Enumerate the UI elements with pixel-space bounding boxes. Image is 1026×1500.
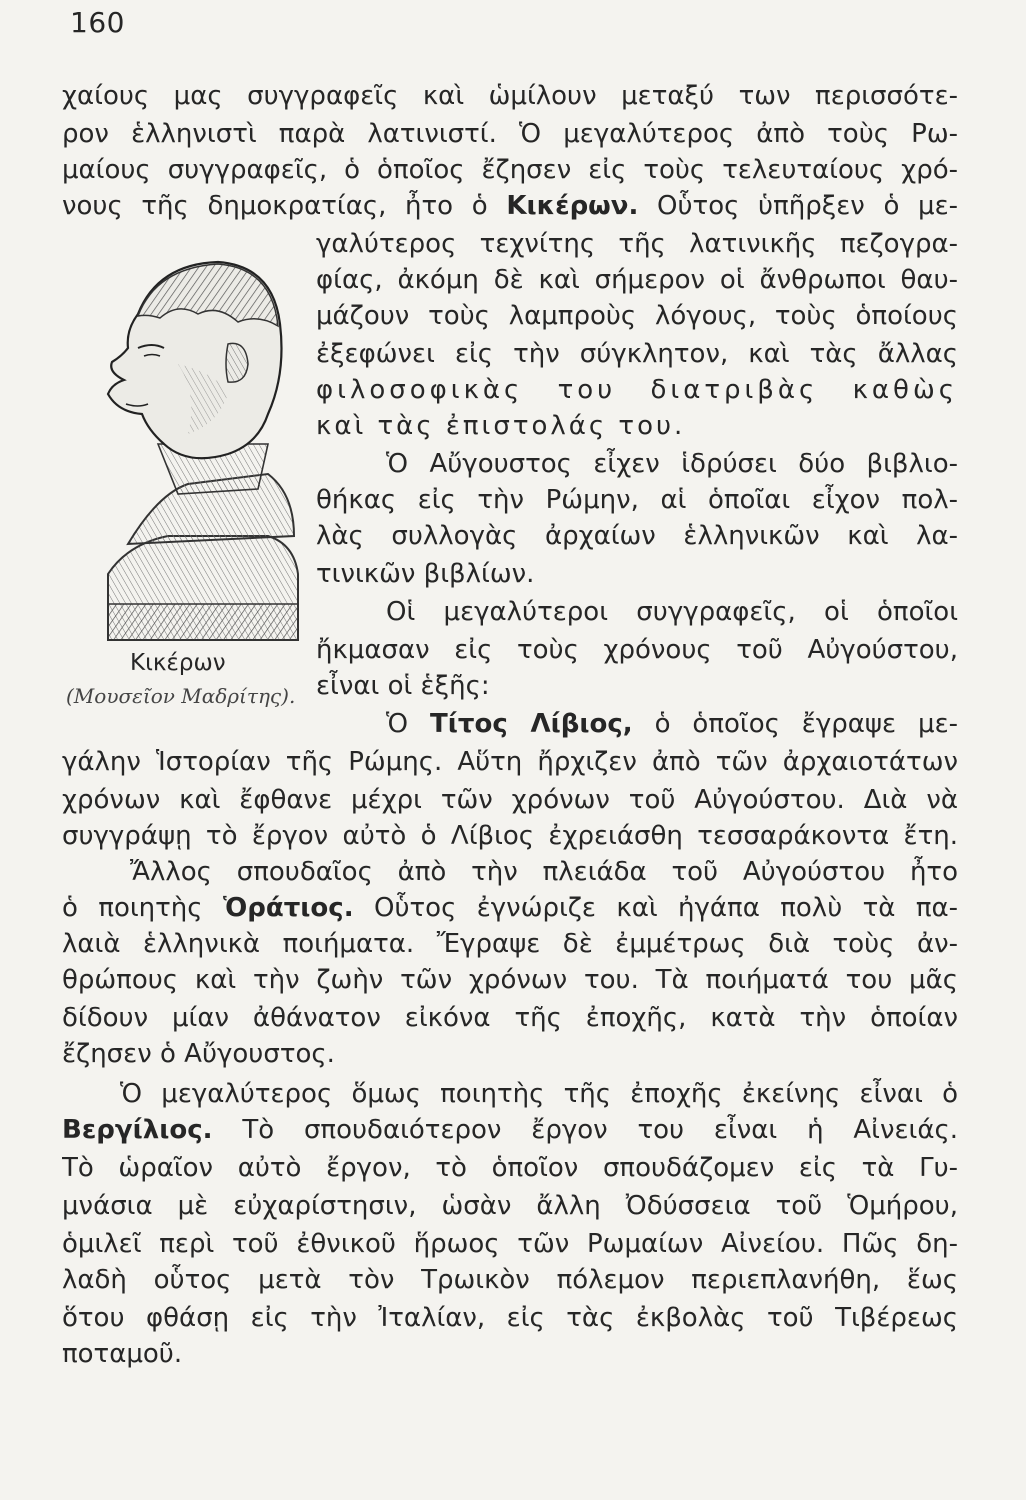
text-line: γάλην Ἱστορίαν τῆς Ρώμης. Αὕτη ἤρχιζεν ἀπὸ τῶν ἀρχαιοτάτων bbox=[62, 747, 958, 777]
page-number: 160 bbox=[70, 6, 125, 39]
text-line: Ἄλλος σπουδαῖος ἀπὸ τὴν πλειάδα τοῦ Αὐγούστου ἦτο bbox=[130, 857, 958, 887]
text-line: θρώπους καὶ τὴν ζωὴν τῶν χρόνων του. Τὰ ποιήματά του μᾶς bbox=[62, 965, 958, 995]
text-line: χρόνων καὶ ἔφθανε μέχρι τῶν χρόνων τοῦ Αὐγούστου. Διὰ νὰ bbox=[62, 785, 958, 815]
name-horace: Ὁράτιος. bbox=[222, 893, 354, 923]
figure-caption: Κικέρων bbox=[130, 650, 226, 676]
text-line: θήκας εἰς τὴν Ρώμην, αἱ ὁποῖαι εἶχον πολ- bbox=[316, 485, 958, 515]
text-line: λὰς συλλογὰς ἀρχαίων ἑλληνικῶν καὶ λα- bbox=[316, 521, 958, 551]
text-line: χαίους μας συγγραφεῖς καὶ ὡμίλουν μεταξύ των περισσότε- bbox=[62, 81, 958, 111]
text-line: τινικῶν βιβλίων. bbox=[316, 559, 535, 589]
text-line: εἶναι οἱ ἑξῆς: bbox=[316, 671, 490, 701]
text-line: ἔζησεν ὁ Αὔγουστος. bbox=[62, 1039, 335, 1069]
name-cicero: Κικέρων. bbox=[506, 191, 639, 221]
text-fragment: ὁ ποιητὴς bbox=[62, 893, 203, 923]
text-line: ἐξεφώνει εἰς τὴν σύγκλητον, καὶ τὰς ἄλλας bbox=[316, 339, 958, 369]
text-line bbox=[62, 188, 958, 224]
text-line: ὅτου φθάσῃ εἰς τὴν Ἰταλίαν, εἰς τὰς ἐκβολὰς τοῦ Τιβέρεως bbox=[62, 1303, 958, 1333]
text-line: μνάσια μὲ εὐχαρίστησιν, ὡσὰν ἄλλη Ὀδύσσεια τοῦ Ὁμήρου, bbox=[62, 1191, 958, 1221]
name-virgil: Βεργίλιος. bbox=[62, 1115, 213, 1145]
text-line: μαίους συγγραφεῖς, ὁ ὁποῖος ἔζησεν εἰς τοὺς τελευταίους χρό- bbox=[62, 155, 958, 185]
text-fragment: Τὸ σπουδαιότερον ἔργον του εἶναι ἡ Αἰνειάς. bbox=[242, 1115, 958, 1145]
text-line: λαδὴ οὗτος μετὰ τὸν Τρωικὸν πόλεμον περιεπλανήθη, ἕως bbox=[62, 1265, 958, 1295]
text-line: λαιὰ ἑλληνικὰ ποιήματα. Ἔγραψε δὲ ἐμμέτρως διὰ τοὺς ἀν- bbox=[62, 929, 958, 959]
text-line bbox=[386, 706, 958, 742]
cicero-bust-illustration bbox=[68, 244, 304, 642]
text-line: ρον ἑλληνιστὶ παρὰ λατινιστί. Ὁ μεγαλύτερος ἀπὸ τοὺς Ρω- bbox=[62, 119, 958, 149]
text-line bbox=[62, 1112, 958, 1148]
text-fragment: Οὗτος ὑπῆρξεν ὁ με- bbox=[657, 191, 958, 221]
bust-engraving bbox=[68, 244, 304, 642]
text-line: συγγράψῃ τὸ ἔργον αὐτὸ ὁ Λίβιος ἐχρειάσθη τεσσαράκοντα ἔτη. bbox=[62, 821, 958, 851]
text-fragment: Οὗτος ἐγνώριζε καὶ ἠγάπα πολὺ τὰ πα- bbox=[374, 893, 958, 923]
text-line: καὶ τὰς ἐπιστολάς του. bbox=[316, 411, 686, 441]
text-fragment: νους τῆς δημοκρατίας, ἦτο ὁ bbox=[62, 191, 488, 221]
text-line: Ὁ μεγαλύτερος ὅμως ποιητὴς τῆς ἐποχῆς ἐκείνης εἶναι ὁ bbox=[120, 1079, 958, 1109]
text-line: φίας, ἀκόμη δὲ καὶ σήμερον οἱ ἄνθρωποι θαυ- bbox=[316, 265, 958, 295]
text-line: φιλοσοφικὰς του διατριβὰς καθὼς bbox=[316, 375, 958, 405]
text-line: Τὸ ὡραῖον αὐτὸ ἔργον, τὸ ὁποῖον σπουδάζομεν εἰς τὰ Γυ- bbox=[62, 1153, 958, 1183]
text-line: ὁμιλεῖ περὶ τοῦ ἐθνικοῦ ἥρωος τῶν Ρωμαίων Αἰνείου. Πῶς δη- bbox=[62, 1229, 958, 1259]
text-line: γαλύτερος τεχνίτης τῆς λατινικῆς πεζογρα- bbox=[316, 229, 958, 259]
text-line: μάζουν τοὺς λαμπροὺς λόγους, τοὺς ὁποίους bbox=[316, 301, 958, 331]
text-fragment: ὁ ὁποῖος ἔγραψε με- bbox=[654, 709, 958, 739]
figure-source: (Μουσεῖον Μαδρίτης). bbox=[66, 684, 296, 708]
text-fragment: Ὁ bbox=[386, 709, 409, 739]
text-line: Ὁ Αὔγουστος εἶχεν ἱδρύσει δύο βιβλιο- bbox=[386, 449, 958, 479]
text-line: δίδουν μίαν ἀθάνατον εἰκόνα τῆς ἐποχῆς, κατὰ τὴν ὁποίαν bbox=[62, 1003, 958, 1033]
name-livy: Τίτος Λίβιος, bbox=[430, 709, 633, 739]
text-line: ἤκμασαν εἰς τοὺς χρόνους τοῦ Αὐγούστου, bbox=[316, 635, 958, 665]
text-line: Οἱ μεγαλύτεροι συγγραφεῖς, οἱ ὁποῖοι bbox=[386, 597, 958, 627]
text-line: ποταμοῦ. bbox=[62, 1339, 183, 1369]
text-line bbox=[62, 890, 958, 926]
